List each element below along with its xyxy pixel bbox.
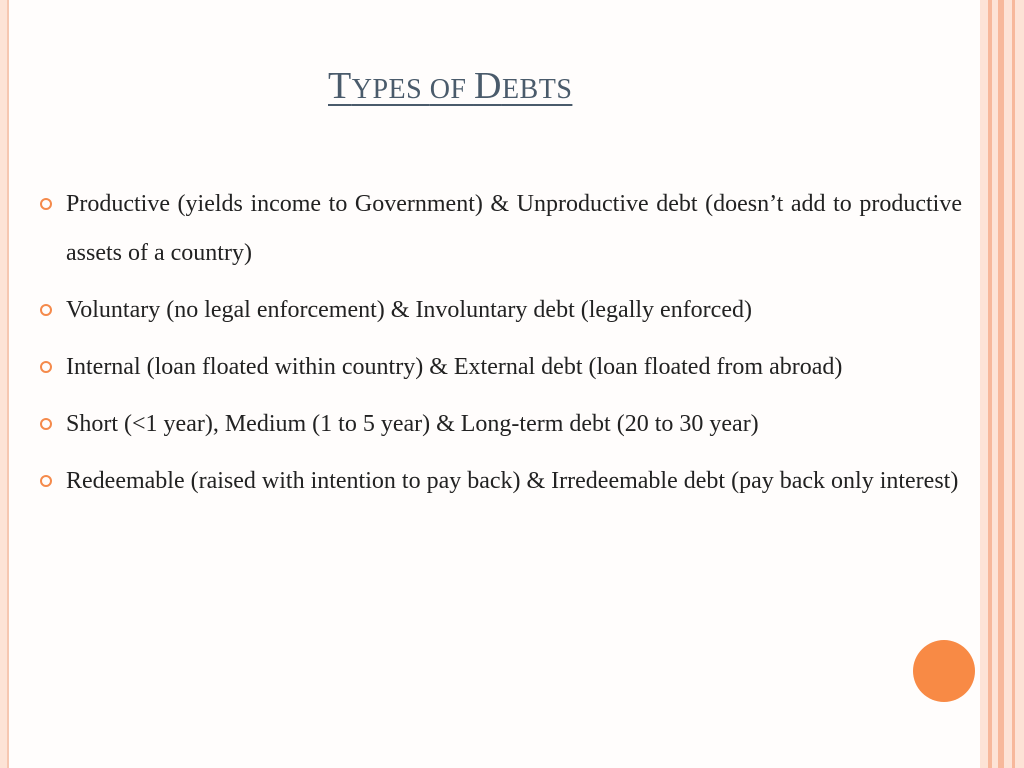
right-border-stripe (998, 0, 1004, 768)
page-title (328, 64, 572, 108)
list-item (40, 457, 962, 506)
bullet-text: Productive (yields income to Government) & Unproductive debt (doesn’t add to productive assets of a country) (66, 191, 962, 266)
bullet-text: Redeemable (raised with intention to pay back) & Irredeemable debt (pay back only interest) (66, 468, 959, 494)
bullet-list (40, 180, 962, 514)
bullet-text: Voluntary (no legal enforcement) & Involuntary debt (legally enforced) (66, 297, 752, 323)
right-border-decoration (980, 0, 1024, 768)
title-rest: EBTS (501, 74, 573, 105)
decorative-circle (913, 640, 975, 702)
left-border-line (7, 0, 9, 768)
ring-bullet-icon (40, 198, 52, 210)
list-item (40, 400, 962, 449)
list-item (40, 343, 962, 392)
title-cap: T (328, 65, 352, 107)
ring-bullet-icon (40, 361, 52, 373)
list-item (40, 286, 962, 335)
ring-bullet-icon (40, 418, 52, 430)
title-rest: YPES (351, 74, 430, 105)
ring-bullet-icon (40, 304, 52, 316)
bullet-text: Short (<1 year), Medium (1 to 5 year) & Long-term debt (20 to 30 year) (66, 411, 759, 437)
bullet-text: Internal (loan floated within country) & External debt (loan floated from abroad) (66, 354, 843, 380)
title-cap: D (473, 65, 502, 107)
ring-bullet-icon (40, 475, 52, 487)
list-item (40, 180, 962, 278)
right-border-stripe (988, 0, 992, 768)
title-rest: OF (429, 74, 474, 105)
right-border-stripe (1012, 0, 1015, 768)
